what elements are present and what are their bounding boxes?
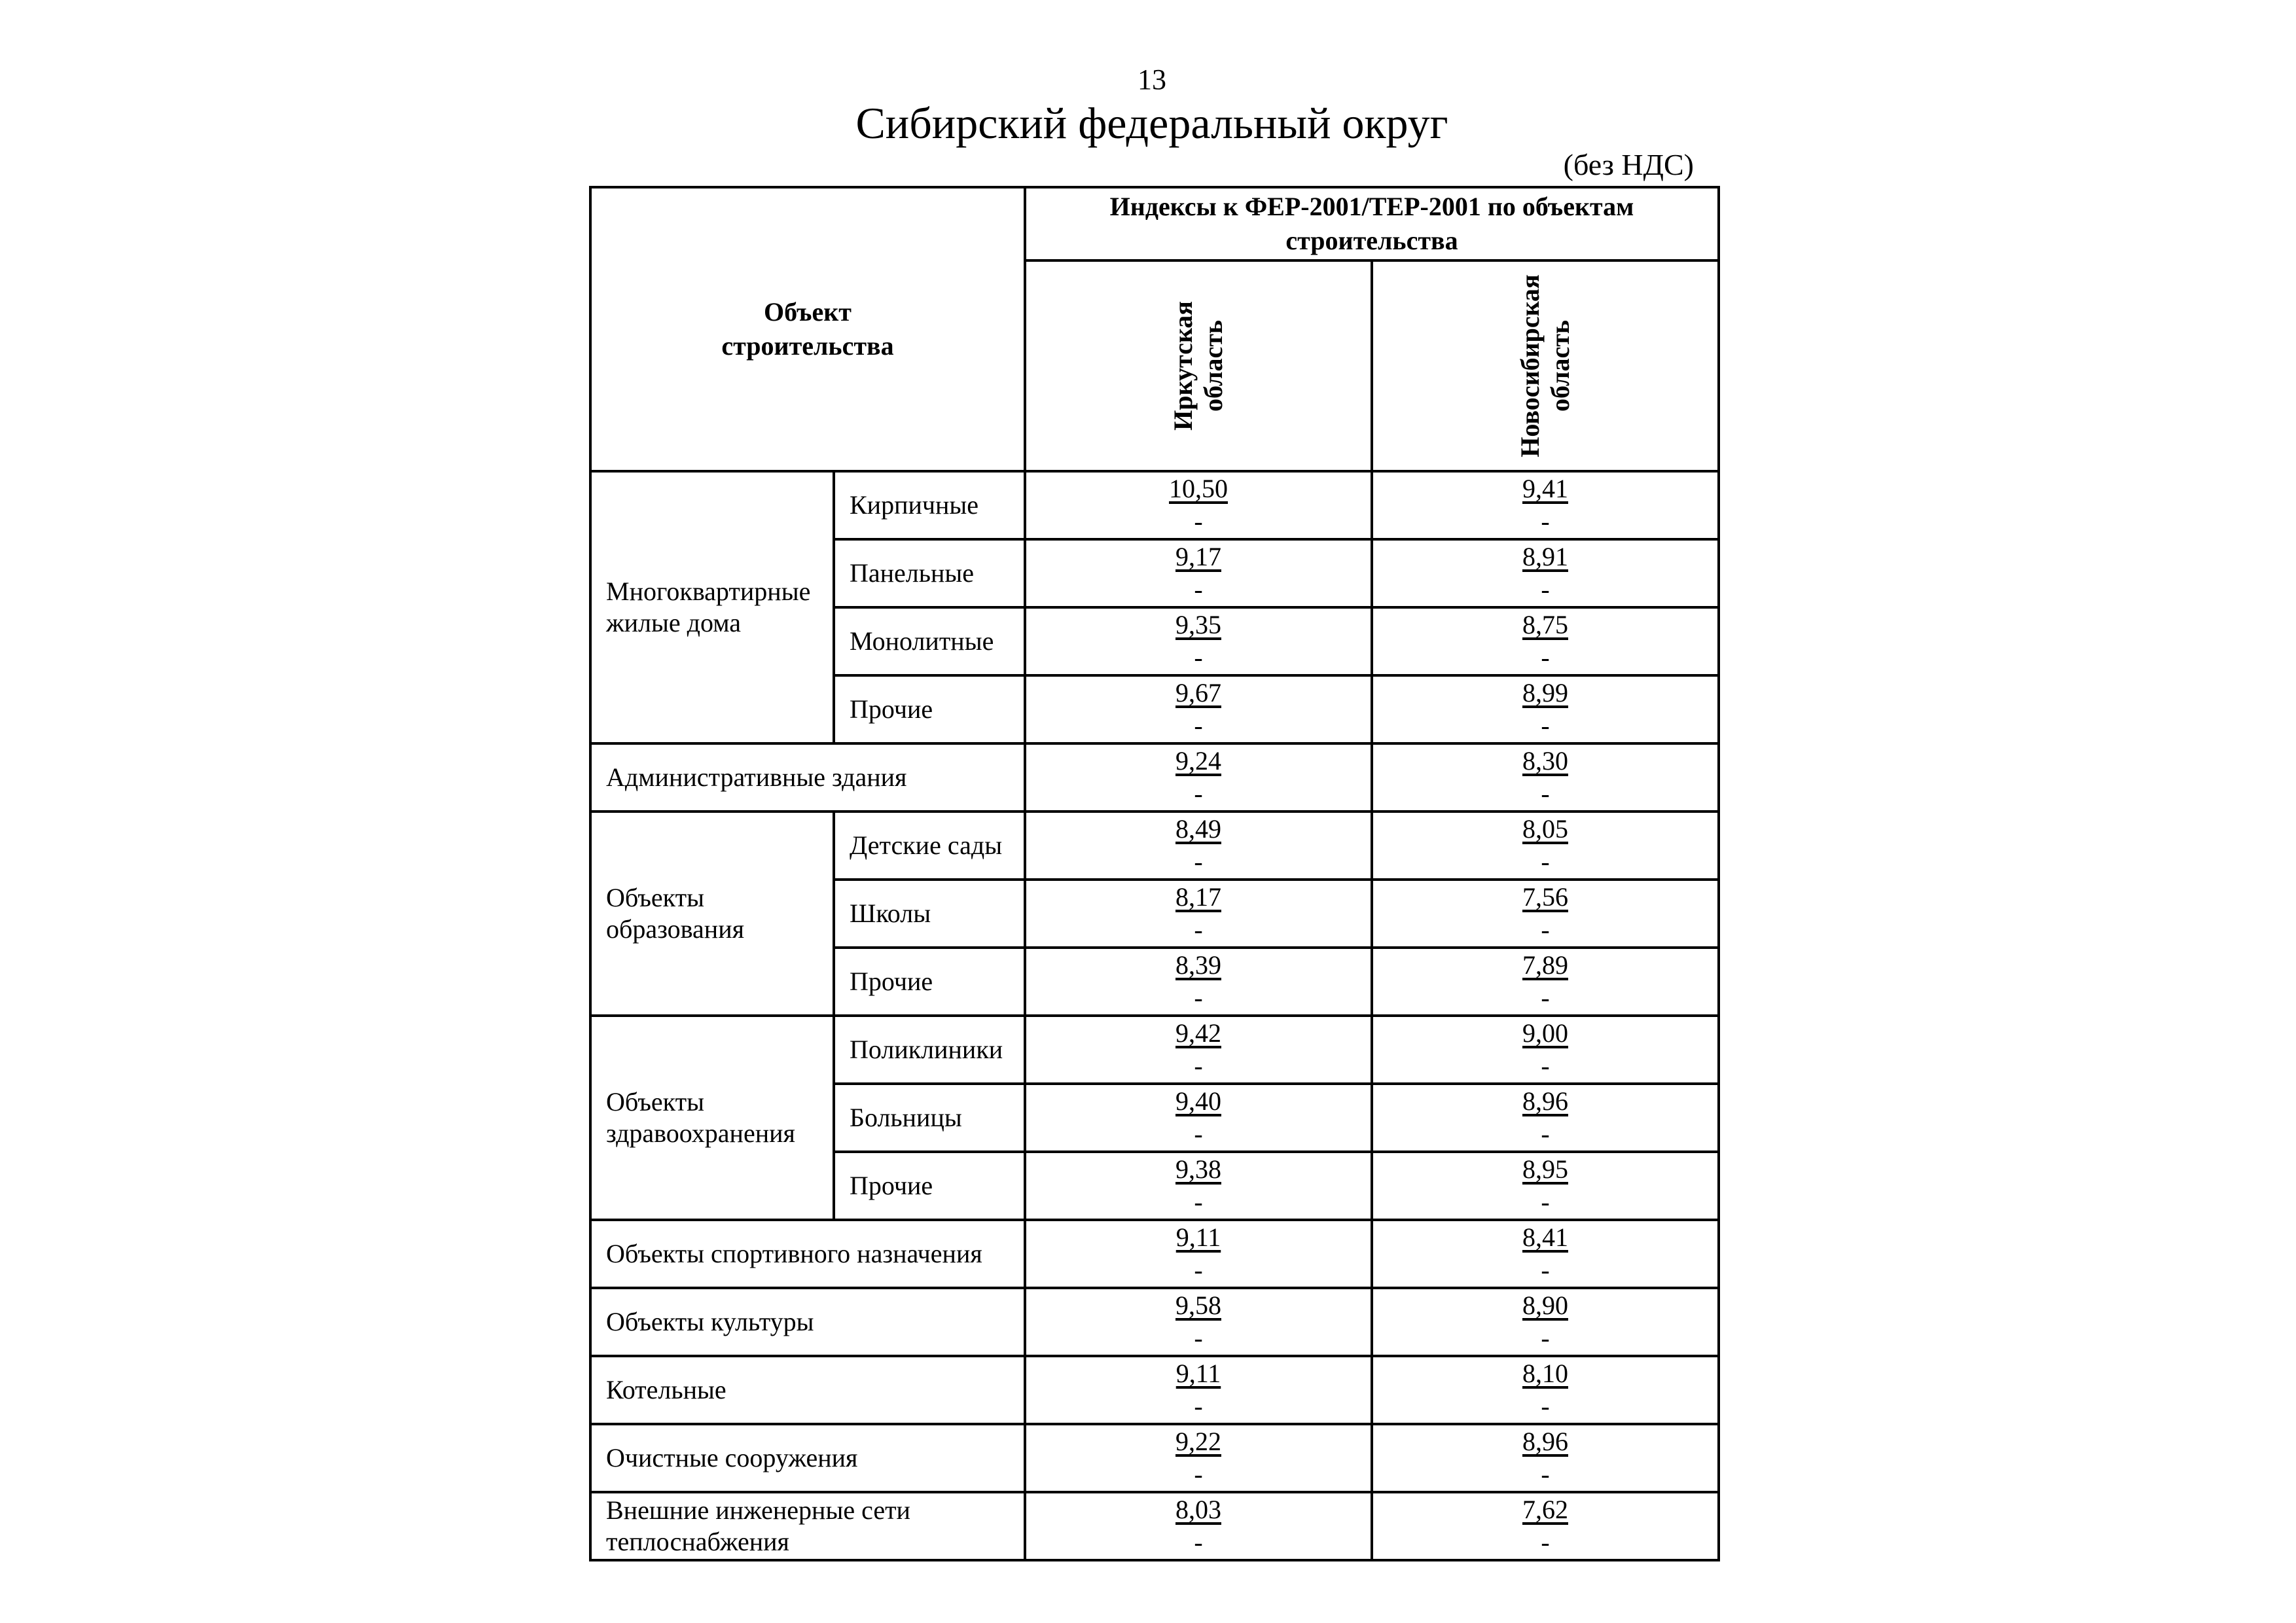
value-cell-irkutsk: 8,39 -: [1025, 948, 1372, 1016]
value-cell-irkutsk: 8,49 -: [1025, 812, 1372, 880]
table-row: [590, 471, 1719, 539]
value-cell-irkutsk: 10,50 -: [1025, 471, 1372, 539]
category-cell: Объекты спортивного назначения: [590, 1220, 1025, 1288]
value-cell-novosibirsk: 8,96 -: [1372, 1084, 1719, 1152]
table-row: [590, 1492, 1719, 1560]
indices-group-header: Индексы к ФЕР-2001/ТЕР-2001 по объектам строительства: [1025, 187, 1719, 260]
value-cell-novosibirsk: 9,00 -: [1372, 1016, 1719, 1084]
value-cell-irkutsk: 9,40 -: [1025, 1084, 1372, 1152]
value-cell-novosibirsk: 8,10 -: [1372, 1356, 1719, 1424]
value-cell-novosibirsk: 8,41 -: [1372, 1220, 1719, 1288]
value-cell-irkutsk: 9,42 -: [1025, 1016, 1372, 1084]
value-cell-irkutsk: 8,03 -: [1025, 1492, 1372, 1560]
value-cell-novosibirsk: 8,95 -: [1372, 1152, 1719, 1220]
table-row: [590, 743, 1719, 812]
value-cell-novosibirsk: 8,96 -: [1372, 1424, 1719, 1492]
region-header-irkutsk: Иркутская область: [1025, 260, 1372, 471]
subcategory-cell: Школы: [834, 880, 1025, 948]
value-cell-irkutsk: 9,11 -: [1025, 1220, 1372, 1288]
value-cell-irkutsk: 9,67 -: [1025, 675, 1372, 743]
subcategory-cell: Больницы: [834, 1084, 1025, 1152]
category-cell: Внешние инженерные сети теплоснабжения: [590, 1492, 1025, 1560]
category-cell: Котельные: [590, 1356, 1025, 1424]
value-cell-irkutsk: 9,38 -: [1025, 1152, 1372, 1220]
value-cell-irkutsk: 9,17 -: [1025, 539, 1372, 607]
value-cell-novosibirsk: 8,30 -: [1372, 743, 1719, 812]
table-row: [590, 1288, 1719, 1356]
table-row: [590, 1356, 1719, 1424]
value-cell-novosibirsk: 8,91 -: [1372, 539, 1719, 607]
value-cell-novosibirsk: 7,56 -: [1372, 880, 1719, 948]
table-row: [590, 1424, 1719, 1492]
subcategory-cell: Поликлиники: [834, 1016, 1025, 1084]
vat-note: (без НДС): [1563, 148, 1694, 181]
value-cell-novosibirsk: 8,90 -: [1372, 1288, 1719, 1356]
subcategory-cell: Детские сады: [834, 812, 1025, 880]
subcategory-cell: Кирпичные: [834, 471, 1025, 539]
page-number: 13: [1138, 63, 1166, 96]
category-cell: Объекты образования: [590, 812, 834, 1016]
page-title: Сибирский федеральный округ: [855, 98, 1448, 148]
object-header: Объект строительства: [590, 187, 1025, 471]
subcategory-cell: Панельные: [834, 539, 1025, 607]
value-cell-novosibirsk: 8,99 -: [1372, 675, 1719, 743]
category-cell: Административные здания: [590, 743, 1025, 812]
value-cell-novosibirsk: 7,89 -: [1372, 948, 1719, 1016]
value-cell-irkutsk: 9,11 -: [1025, 1356, 1372, 1424]
table-row: [590, 812, 1719, 880]
value-cell-novosibirsk: 8,05 -: [1372, 812, 1719, 880]
value-cell-irkutsk: 9,58 -: [1025, 1288, 1372, 1356]
index-table: [589, 186, 1720, 1561]
value-cell-novosibirsk: 8,75 -: [1372, 607, 1719, 675]
subcategory-cell: Прочие: [834, 675, 1025, 743]
value-cell-irkutsk: 8,17 -: [1025, 880, 1372, 948]
category-cell: Объекты культуры: [590, 1288, 1025, 1356]
subcategory-cell: Прочие: [834, 1152, 1025, 1220]
value-cell-irkutsk: 9,24 -: [1025, 743, 1372, 812]
subcategory-cell: Монолитные: [834, 607, 1025, 675]
category-cell: Очистные сооружения: [590, 1424, 1025, 1492]
subcategory-cell: Прочие: [834, 948, 1025, 1016]
table-row: [590, 1016, 1719, 1084]
value-cell-irkutsk: 9,35 -: [1025, 607, 1372, 675]
table-row: [590, 1220, 1719, 1288]
value-cell-novosibirsk: 7,62 -: [1372, 1492, 1719, 1560]
value-cell-irkutsk: 9,22 -: [1025, 1424, 1372, 1492]
region-header-novosibirsk: Новосибирская область: [1372, 260, 1719, 471]
category-cell: Объекты здравоохранения: [590, 1016, 834, 1220]
category-cell: Многоквартирные жилые дома: [590, 471, 834, 743]
value-cell-novosibirsk: 9,41 -: [1372, 471, 1719, 539]
